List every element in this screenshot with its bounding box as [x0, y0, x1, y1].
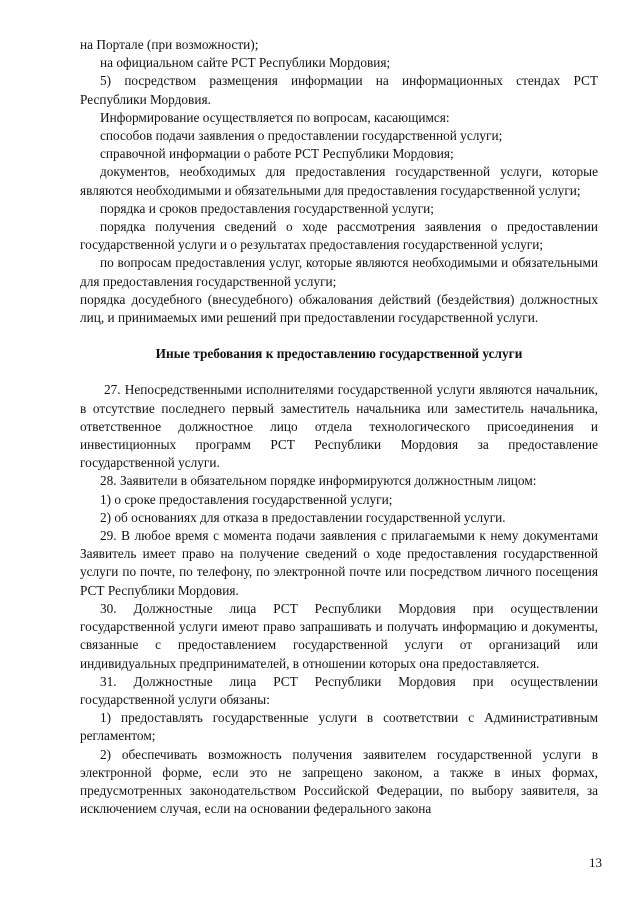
- paragraph: 1) о сроке предоставления государственной услуги;: [100, 491, 393, 507]
- document-body: [80, 36, 598, 818]
- paragraph: справочной информации о работе РСТ Республики Мордовия;: [100, 146, 454, 162]
- paragraph: способов подачи заявления о предоставлении государственной услуги;: [100, 128, 503, 144]
- paragraph: на официальном сайте РСТ Республики Мордовия;: [100, 55, 391, 71]
- page-number: 13: [589, 855, 602, 870]
- paragraph: документов, необходимых для предоставления государственной услуги, которые являются необходимыми и обязательными для предоставления государственной услуги;: [80, 164, 598, 198]
- section-heading: Иные требования к предоставлению государственной услуги: [155, 346, 523, 362]
- paragraph: порядка получения сведений о ходе рассмотрения заявления о предоставлении государственной услуги и о результатах предоставления государственной услуги;: [80, 219, 598, 253]
- paragraph: 30. Должностные лица РСТ Республики Мордовия при осуществлении государственной услуги имеют право запрашивать и получать информацию и документы, связанные с предоставлением государственной услуги от организаций или индивидуальных предпринимателей, в отношении которых она предоставляется.: [80, 600, 598, 671]
- paragraph: 2) обеспечивать возможность получения заявителем государственной услуги в электронной форме, если это не запрещено законом, а также в иных формах, предусмотренных законодательством Российской Федерации, по выбору заявителя, за исключением случая, если на основании федерального закона: [80, 746, 598, 817]
- paragraph: порядка и сроков предоставления государственной услуги;: [100, 200, 434, 216]
- paragraph: Информирование осуществляется по вопросам, касающимся:: [100, 109, 450, 125]
- paragraph: 27. Непосредственными исполнителями государственной услуги являются начальник, в отсутствие последнего первый заместитель начальника или заместитель начальника, ответственное должностное лицо отдела технологического присоединения и инвестиционных программ РСТ Республики Мордовия за предоставление государственной услуги.: [80, 382, 598, 471]
- paragraph: 5) посредством размещения информации на информационных стендах РСТ Республики Мордовия.: [80, 73, 598, 107]
- paragraph: на Портале (при возможности);: [80, 37, 259, 52]
- paragraph: 28. Заявители в обязательном порядке информируются должностным лицом:: [100, 473, 537, 489]
- paragraph: 29. В любое время с момента подачи заявления с прилагаемыми к нему документами Заявитель имеет право на получение сведений о ходе предоставления государственной услуги по почте, по телефону, по электронной почте или посредством личного посещения РСТ Республики Мордовия.: [80, 528, 598, 598]
- paragraph: порядка досудебного (внесудебного) обжалования действий (бездействия) должностных лиц, и принимаемых ими решений при предоставлении государственной услуги.: [80, 291, 598, 326]
- paragraph: 31. Должностные лица РСТ Республики Мордовия при осуществлении государственной услуги обязаны:: [80, 673, 598, 707]
- paragraph: по вопросам предоставления услуг, которые являются необходимыми и обязательными для предоставления государственной услуги;: [80, 255, 598, 289]
- paragraph: 2) об основаниях для отказа в предоставлении государственной услуги.: [100, 509, 506, 525]
- paragraph: 1) предоставлять государственные услуги в соответствии с Административным регламентом;: [80, 710, 598, 744]
